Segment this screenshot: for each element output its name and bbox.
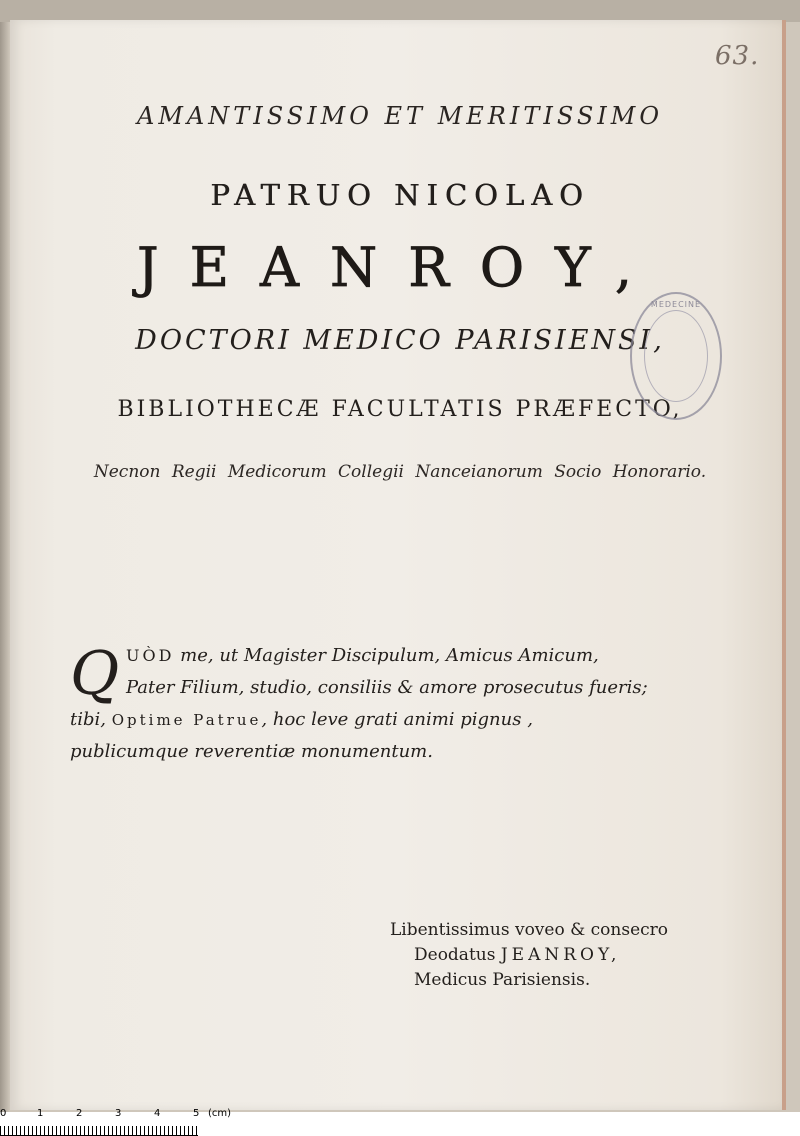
paragraph-line-3-caps: Optime Patrue <box>111 711 262 729</box>
paragraph-line-1-text: me, ut Magister Discipulum, Amicus Amicum, <box>174 645 599 666</box>
previous-page-edge <box>0 0 800 22</box>
signature-forename: Deodatus <box>414 945 501 965</box>
paragraph-line-2: Pater Filium, studio, consiliis & amore prosecutus fueris; <box>126 677 648 698</box>
ruler-unit-label: (cm) <box>208 1108 232 1119</box>
drop-capital: Q <box>70 639 120 709</box>
signature-line-3: Medicus Parisiensis. <box>414 970 591 990</box>
dedication-line-2: PATRUO NICOLAO <box>210 178 590 212</box>
dedication-line-5: BIBLIOTHECÆ FACULTATIS PRÆFECTO, <box>117 397 683 422</box>
dedication-line-6: Necnon Regii Medicorum Collegii Nanceianorum Socio Honorario. <box>93 462 707 482</box>
dedication-line-1: AMANTISSIMO ET MERITISSIMO <box>136 102 664 130</box>
signature-block <box>390 918 668 993</box>
dedication-line-4: DOCTORI MEDICO PARISIENSI, <box>135 325 665 356</box>
signature-line-1: Libentissimus voveo & consecro <box>390 920 669 940</box>
paragraph-line-1 <box>126 640 599 672</box>
dedicatee-name-text: JEANROY, <box>136 236 664 299</box>
scale-ruler <box>0 1108 232 1135</box>
signature-surname: JEANROY, <box>500 945 621 965</box>
paragraph-line-3 <box>70 704 533 736</box>
library-stamp <box>630 292 722 420</box>
folio-number: 63. <box>715 41 760 71</box>
library-stamp-inner-ring <box>644 310 708 402</box>
paragraph-line-3-end: , hoc leve grati animi pignus , <box>261 709 533 730</box>
ruler-labels <box>0 1108 240 1122</box>
ruler-label-1: 1 <box>37 1108 44 1119</box>
ruler-label-3: 3 <box>115 1108 122 1119</box>
signature-line-2 <box>390 943 668 968</box>
paragraph-line-1-caps: UÒD <box>126 646 175 665</box>
dedicatee-name <box>0 236 800 299</box>
paragraph-line-3-start: tibi, <box>70 709 112 730</box>
ruler-label-4: 4 <box>154 1108 161 1119</box>
ruler-label-0: 0 <box>0 1108 7 1119</box>
library-stamp-text: MEDECINE <box>650 300 702 309</box>
paragraph-line-4: publicumque reverentiæ monumentum. <box>70 741 433 762</box>
ruler-label-5: 5 <box>193 1108 200 1119</box>
ruler-label-2: 2 <box>76 1108 83 1119</box>
